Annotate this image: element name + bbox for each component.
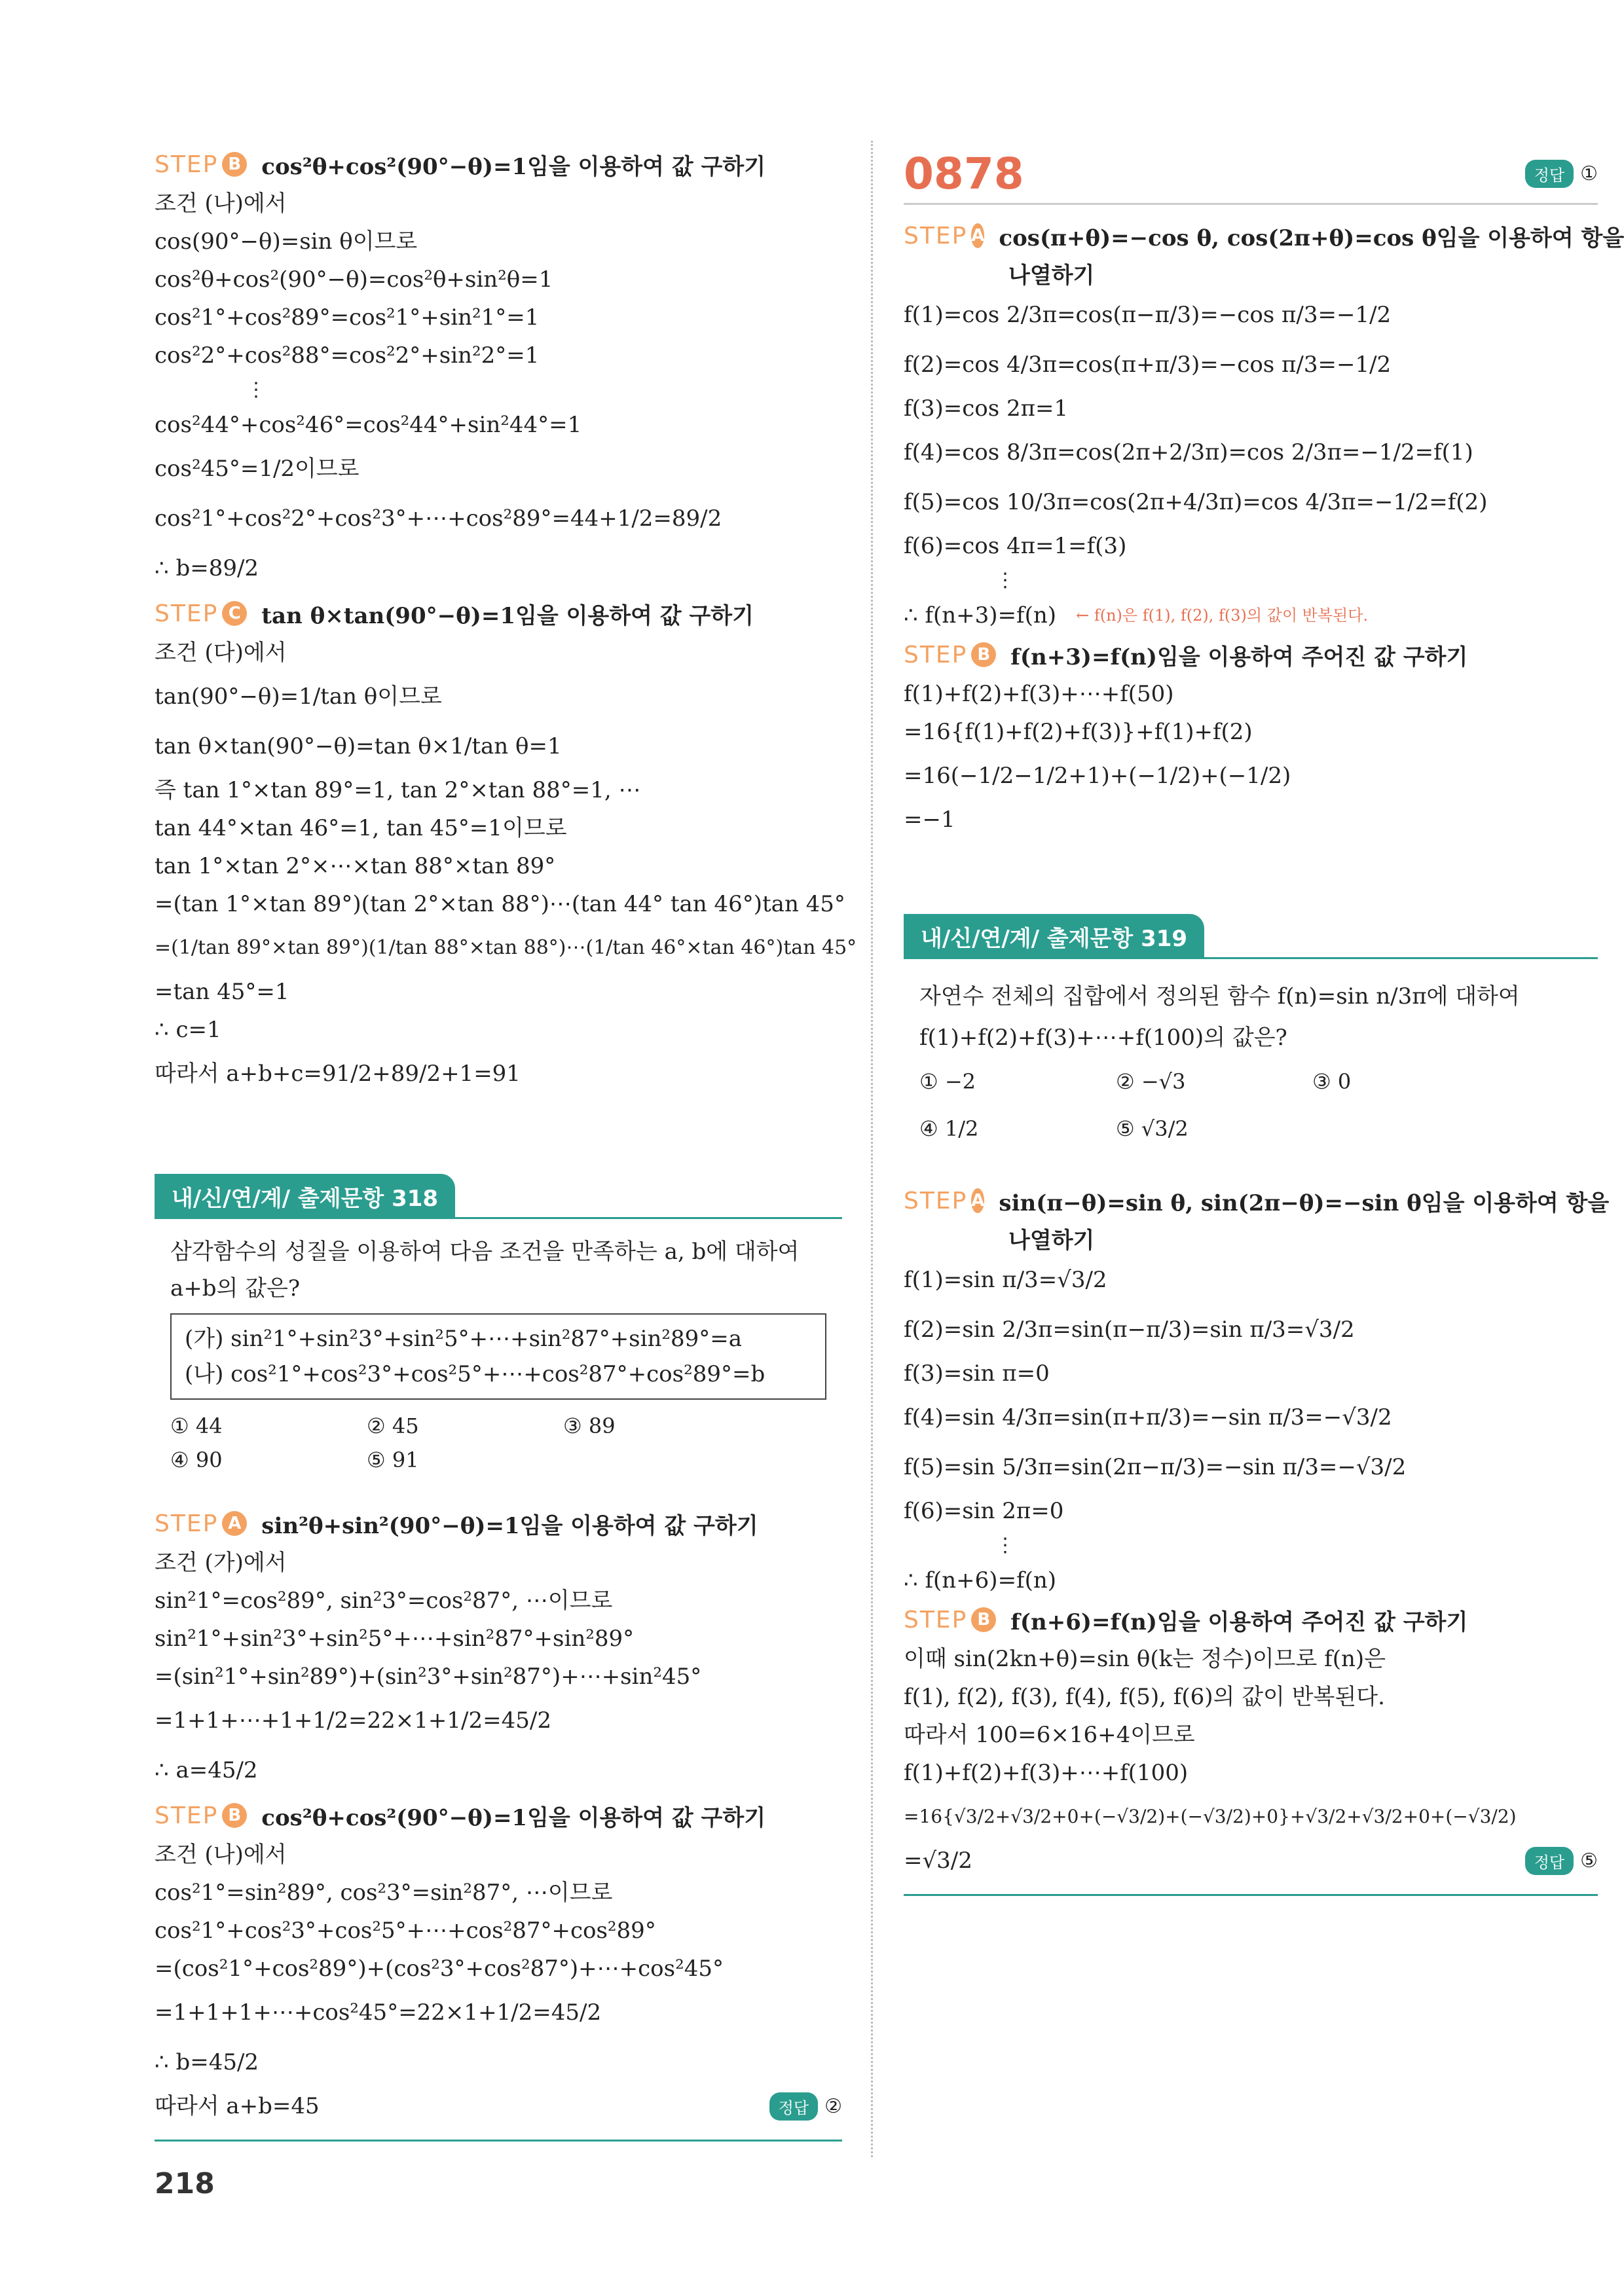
- solution-line: cos²2°+cos²88°=cos²2°+sin²2°=1: [155, 342, 540, 369]
- solution-line: ∴ c=1: [155, 1017, 221, 1043]
- question-line: 자연수 전체의 집합에서 정의된 함수 f(n)=sin n/3π에 대하여: [919, 983, 1520, 1010]
- solution-line: f(6)=sin 2π=0: [904, 1498, 1064, 1524]
- solution-line: cos(90°−θ)=sin θ이므로: [155, 228, 418, 255]
- solution-line: =16(−1/2−1/2+1)+(−1/2)+(−1/2): [904, 763, 1291, 789]
- right-column: [904, 144, 1624, 1896]
- solution-line: 조건 (나)에서: [155, 1842, 287, 1868]
- solution-line: ∴ b=45/2: [155, 2049, 259, 2075]
- solution-line: sin²1°=cos²89°, sin²3°=cos²87°, ⋯이므로: [155, 1588, 613, 1614]
- banner-rule: [455, 1217, 842, 1219]
- side-note: ← f(n)은 f(1), f(2), f(3)의 값이 반복된다.: [1076, 606, 1369, 625]
- step-title: sin²θ+sin²(90°−θ)=1임을 이용하여 값 구하기: [261, 1512, 758, 1539]
- solution-line: f(2)=sin 2/3π=sin(π−π/3)=sin π/3=√3/2: [904, 1317, 1355, 1343]
- solution-line: ∴ f(n+6)=f(n): [904, 1567, 1057, 1594]
- answer-value: ②: [824, 2094, 842, 2118]
- banner-title: 내/신/연/계/ 출제문항 318: [155, 1174, 455, 1219]
- solution-line: cos²1°+cos²3°+cos²5°+⋯+cos²87°+cos²89°: [155, 1918, 656, 1944]
- solution-line: 따라서 a+b+c=91/2+89/2+1=91: [155, 1061, 521, 1087]
- final-line: 따라서 a+b=45: [155, 2093, 320, 2119]
- step-tag: STEP: [155, 151, 219, 178]
- solution-line: =1+1+1+⋯+cos²45°=22×1+1/2=45/2: [155, 1999, 602, 2026]
- solution-line: f(3)=sin π=0: [904, 1360, 1050, 1387]
- solution-line: f(5)=sin 5/3π=sin(2π−π/3)=−sin π/3=−√3/2: [904, 1454, 1407, 1480]
- solution-line: tan 1°×tan 2°×⋯×tan 88°×tan 89°: [155, 853, 556, 879]
- step-title: f(n+3)=f(n)임을 이용하여 주어진 값 구하기: [1010, 644, 1468, 670]
- solution-line: =−1: [904, 807, 955, 833]
- choice[interactable]: ③ 0: [1312, 1069, 1352, 1094]
- condition-line: (나) cos²1°+cos²3°+cos²5°+⋯+cos²87°+cos²89°=b: [185, 1361, 766, 1387]
- step-title: f(n+6)=f(n)임을 이용하여 주어진 값 구하기: [1010, 1609, 1468, 1635]
- step-title-continued: 나열하기: [1008, 1227, 1095, 1254]
- step-header: [155, 593, 842, 634]
- solution-line: 따라서 100=6×16+4이므로: [904, 1722, 1195, 1748]
- step-header: [904, 634, 1598, 675]
- step-tag: STEP: [155, 1510, 219, 1537]
- solution-line: tan 44°×tan 46°=1, tan 45°=1이므로: [155, 815, 567, 841]
- section-separator: [155, 2140, 842, 2141]
- solution-line: 즉 tan 1°×tan 89°=1, tan 2°×tan 88°=1, ⋯: [155, 777, 641, 803]
- final-line: =√3/2: [904, 1848, 972, 1874]
- solution-line: =tan 45°=1: [155, 979, 289, 1005]
- step-tag: STEP: [155, 1802, 219, 1829]
- choice[interactable]: ① 44: [170, 1413, 223, 1438]
- choice[interactable]: ② 45: [367, 1413, 419, 1438]
- solution-line: sin²1°+sin²3°+sin²5°+⋯+sin²87°+sin²89°: [155, 1626, 635, 1652]
- final-answer-row: [155, 2087, 842, 2125]
- solution-line: f(1)+f(2)+f(3)+⋯+f(100): [904, 1760, 1189, 1786]
- final-answer-row: [904, 1842, 1598, 1880]
- step-badge: A: [971, 1188, 984, 1213]
- solution-line: cos²45°=1/2이므로: [155, 456, 360, 482]
- choice[interactable]: ③ 89: [563, 1413, 616, 1438]
- answer-choices: [904, 1060, 1598, 1154]
- choice[interactable]: ① −2: [919, 1069, 976, 1094]
- conclusion-line: [904, 596, 1598, 634]
- step-tag: STEP: [904, 222, 968, 249]
- problem-header: [904, 144, 1598, 205]
- step-tag: STEP: [904, 1187, 968, 1214]
- step-tag: STEP: [155, 600, 219, 627]
- answer-badge: [1525, 160, 1598, 188]
- related-problem-banner: [904, 911, 1598, 959]
- step-header: [904, 1180, 1610, 1221]
- step-title: cos(π+θ)=−cos θ, cos(2π+θ)=cos θ임을 이용하여 항을: [999, 225, 1624, 251]
- question-line: f(1)+f(2)+f(3)+⋯+f(100)의 값은?: [919, 1024, 1287, 1051]
- answer-label: 정답: [769, 2092, 818, 2121]
- answer-badge: [769, 2092, 842, 2121]
- step-header: [904, 215, 1624, 256]
- solution-line: cos²1°+cos²89°=cos²1°+sin²1°=1: [155, 304, 540, 331]
- step-badge: B: [971, 642, 996, 667]
- vertical-dots: ⋮: [995, 1534, 1015, 1557]
- question-line: 삼각함수의 성질을 이용하여 다음 조건을 만족하는 a, b에 대하여: [170, 1238, 800, 1265]
- banner-title: 내/신/연/계/ 출제문항 319: [904, 914, 1204, 959]
- solution-line: 조건 (다)에서: [155, 640, 287, 666]
- step-header: [904, 1599, 1598, 1640]
- choice[interactable]: ⑤ 91: [367, 1448, 419, 1472]
- problem-number: 0878: [904, 148, 1024, 199]
- related-problem-banner: [155, 1171, 842, 1219]
- step-tag: STEP: [904, 1606, 968, 1633]
- solution-line: f(5)=cos 10/3π=cos(2π+4/3π)=cos 4/3π=−1/2=f(2): [904, 489, 1488, 515]
- solution-line: 조건 (나)에서: [155, 191, 287, 217]
- banner-rule: [1204, 957, 1598, 959]
- answer-value: ①: [1580, 162, 1598, 185]
- step-badge: B: [222, 1803, 247, 1828]
- solution-line: tan θ×tan(90°−θ)=tan θ×1/tan θ=1: [155, 733, 562, 759]
- solution-line: cos²1°=sin²89°, cos²3°=sin²87°, ⋯이므로: [155, 1880, 613, 1906]
- step-header: [155, 1503, 842, 1544]
- section-separator: [904, 1894, 1598, 1896]
- solution-line: f(4)=cos 8/3π=cos(2π+2/3π)=cos 2/3π=−1/2=f(1): [904, 439, 1473, 465]
- solution-line: =(tan 1°×tan 89°)(tan 2°×tan 88°)⋯(tan 44° tan 46°)tan 45°: [155, 891, 845, 917]
- choice[interactable]: ⑤ √3/2: [1116, 1116, 1189, 1141]
- page-number: 218: [155, 2167, 215, 2200]
- answer-badge: [1525, 1847, 1598, 1875]
- solution-line: f(4)=sin 4/3π=sin(π+π/3)=−sin π/3=−√3/2: [904, 1404, 1392, 1430]
- step-title-continued: 나열하기: [1008, 262, 1095, 289]
- choice[interactable]: ② −√3: [1116, 1069, 1186, 1094]
- step-badge: B: [971, 1607, 996, 1632]
- solution-line: f(3)=cos 2π=1: [904, 395, 1069, 422]
- solution-line: =(cos²1°+cos²89°)+(cos²3°+cos²87°)+⋯+cos²45°: [155, 1956, 724, 1982]
- vertical-dots: ⋮: [995, 569, 1015, 592]
- solution-line: f(6)=cos 4π=1=f(3): [904, 533, 1127, 559]
- step-badge: A: [222, 1511, 247, 1536]
- answer-label: 정답: [1525, 1847, 1574, 1875]
- column-divider: [871, 141, 873, 2157]
- step-header: [155, 1795, 842, 1836]
- answer-value: ⑤: [1580, 1849, 1598, 1872]
- step-tag: STEP: [904, 641, 968, 668]
- solution-line: 이때 sin(2kn+θ)=sin θ(k는 정수)이므로 f(n)은: [904, 1646, 1386, 1672]
- solution-line: 조건 (가)에서: [155, 1550, 287, 1576]
- answer-choices: [155, 1409, 842, 1477]
- solution-line: =1+1+⋯+1+1/2=22×1+1/2=45/2: [155, 1707, 551, 1734]
- solution-line: tan(90°−θ)=1/tan θ이므로: [155, 683, 442, 710]
- solution-line: f(1)=cos 2/3π=cos(π−π/3)=−cos π/3=−1/2: [904, 302, 1392, 328]
- step-badge: A: [971, 223, 984, 248]
- condition-box: [170, 1313, 826, 1400]
- question-line: a+b의 값은?: [170, 1275, 301, 1302]
- solution-line: cos²θ+cos²(90°−θ)=cos²θ+sin²θ=1: [155, 266, 553, 293]
- step-title: tan θ×tan(90°−θ)=1임을 이용하여 값 구하기: [261, 602, 754, 629]
- step-title: sin(π−θ)=sin θ, sin(2π−θ)=−sin θ임을 이용하여 항을: [999, 1190, 1610, 1216]
- condition-line: (가) sin²1°+sin²3°+sin²5°+⋯+sin²87°+sin²89°=a: [185, 1326, 743, 1352]
- solution-line: f(1), f(2), f(3), f(4), f(5), f(6)의 값이 반복된다.: [904, 1684, 1385, 1710]
- step-title: cos²θ+cos²(90°−θ)=1임을 이용하여 값 구하기: [261, 1804, 766, 1831]
- solution-line: cos²1°+cos²2°+cos²3°+⋯+cos²89°=44+1/2=89/2: [155, 505, 722, 532]
- choice[interactable]: ④ 1/2: [919, 1116, 979, 1141]
- step-header: [155, 144, 842, 185]
- solution-line: =(1/tan 89°×tan 89°)(1/tan 88°×tan 88°)⋯(1/tan 46°×tan 46°)tan 45°: [155, 936, 857, 959]
- step-badge: B: [222, 152, 247, 177]
- choice[interactable]: ④ 90: [170, 1448, 223, 1472]
- solution-line: =16{f(1)+f(2)+f(3)}+f(1)+f(2): [904, 719, 1253, 745]
- solution-line: =16{√3/2+√3/2+0+(−√3/2)+(−√3/2)+0}+√3/2+√3/2+0+(−√3/2): [904, 1806, 1517, 1827]
- solution-line: f(1)=sin π/3=√3/2: [904, 1267, 1107, 1293]
- answer-label: 정답: [1525, 160, 1574, 188]
- solution-line: f(1)+f(2)+f(3)+⋯+f(50): [904, 681, 1174, 707]
- solution-line: f(2)=cos 4/3π=cos(π+π/3)=−cos π/3=−1/2: [904, 352, 1392, 378]
- solution-line: cos²44°+cos²46°=cos²44°+sin²44°=1: [155, 412, 582, 438]
- solution-line: =(sin²1°+sin²89°)+(sin²3°+sin²87°)+⋯+sin²45°: [155, 1664, 702, 1690]
- conclusion-text: ∴ f(n+3)=f(n): [904, 602, 1057, 629]
- vertical-dots: ⋮: [246, 378, 266, 401]
- solution-line: ∴ a=45/2: [155, 1757, 258, 1783]
- step-badge: C: [222, 601, 247, 626]
- step-title: cos²θ+cos²(90°−θ)=1임을 이용하여 값 구하기: [261, 153, 766, 180]
- solution-line: ∴ b=89/2: [155, 555, 259, 581]
- left-column: [155, 144, 857, 2141]
